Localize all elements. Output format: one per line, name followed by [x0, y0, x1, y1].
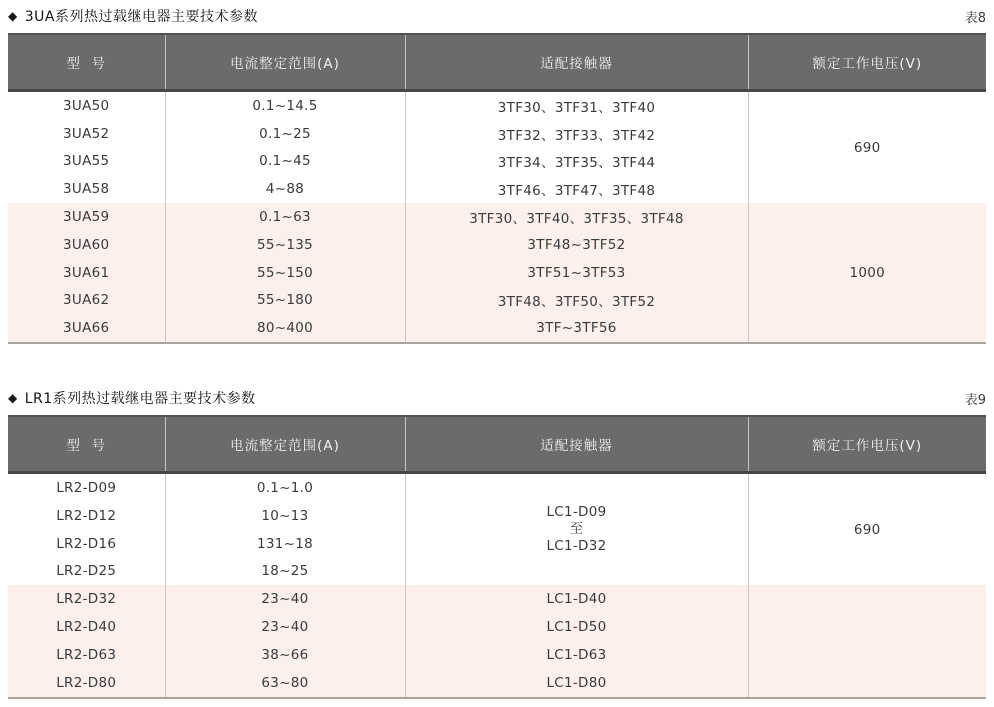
- column-header: 额定工作电压(V): [748, 416, 986, 473]
- section-lr1: [8, 388, 986, 698]
- current-range-cell: 0.1~1.0: [165, 473, 405, 502]
- current-range-cell: 23~40: [165, 613, 405, 641]
- voltage-cell: 690: [748, 91, 986, 204]
- contactor-cell: 3TF30、3TF31、3TF40: [405, 91, 748, 120]
- voltage-cell: 690: [748, 473, 986, 586]
- section-3ua: [8, 6, 986, 344]
- model-cell: LR2-D12: [8, 502, 165, 530]
- diamond-icon: ◆: [8, 391, 18, 406]
- contactor-cell: LC1-D50: [405, 613, 748, 641]
- contactor-cell: LC1-D40: [405, 585, 748, 613]
- voltage-cell: [748, 585, 986, 697]
- section-title-row: [8, 388, 986, 408]
- current-range-cell: 10~13: [165, 502, 405, 530]
- contactor-cell: 3TF30、3TF40、3TF35、3TF48: [405, 203, 748, 231]
- model-cell: LR2-D40: [8, 613, 165, 641]
- model-cell: LR2-D80: [8, 669, 165, 698]
- current-range-cell: 0.1~63: [165, 203, 405, 231]
- model-cell: LR2-D25: [8, 558, 165, 586]
- column-header: 额定工作电压(V): [748, 34, 986, 91]
- current-range-cell: 131~18: [165, 530, 405, 558]
- current-range-cell: 0.1~25: [165, 120, 405, 148]
- contactor-cell: 3TF48~3TF52: [405, 231, 748, 259]
- current-range-cell: 55~150: [165, 259, 405, 287]
- column-header: 适配接触器: [405, 34, 748, 91]
- current-range-cell: 0.1~14.5: [165, 91, 405, 120]
- table-row: [8, 203, 986, 231]
- section-title-row: [8, 6, 986, 26]
- header-row: [8, 34, 986, 91]
- model-cell: 3UA61: [8, 259, 165, 287]
- section-title-text: LR1系列热过载继电器主要技术参数: [24, 391, 256, 408]
- contactor-cell: 3TF~3TF56: [405, 314, 748, 343]
- contactor-cell: 3TF34、3TF35、3TF44: [405, 148, 748, 176]
- contactor-cell: 3TF48、3TF50、3TF52: [405, 287, 748, 315]
- model-cell: 3UA66: [8, 314, 165, 343]
- section-title: [8, 388, 256, 408]
- table-number-label: 表9: [964, 393, 986, 409]
- section-title: [8, 6, 258, 26]
- spec-table-3ua: [8, 33, 986, 344]
- current-range-cell: 55~180: [165, 287, 405, 315]
- table-row: [8, 91, 986, 120]
- current-range-cell: 63~80: [165, 669, 405, 698]
- current-range-cell: 55~135: [165, 231, 405, 259]
- column-header: 电流整定范围(A): [165, 416, 405, 473]
- contactor-cell: 3TF32、3TF33、3TF42: [405, 120, 748, 148]
- contactor-cell: LC1-D63: [405, 641, 748, 669]
- model-cell: LR2-D32: [8, 585, 165, 613]
- current-range-cell: 0.1~45: [165, 148, 405, 176]
- diamond-icon: ◆: [8, 9, 18, 23]
- model-cell: LR2-D16: [8, 530, 165, 558]
- table-row: [8, 585, 986, 613]
- model-cell: LR2-D63: [8, 641, 165, 669]
- column-header: 型 号: [8, 416, 165, 473]
- model-cell: 3UA60: [8, 231, 165, 259]
- section-title-text: 3UA系列热过载继电器主要技术参数: [24, 9, 258, 25]
- contactor-merged-cell: LC1-D09 至 LC1-D32: [405, 473, 748, 586]
- model-cell: 3UA62: [8, 287, 165, 315]
- table-number-label: 表8: [964, 11, 986, 26]
- spec-table-lr1: [8, 415, 986, 698]
- table-row: [8, 473, 986, 502]
- contactor-cell: 3TF46、3TF47、3TF48: [405, 175, 748, 203]
- column-header: 电流整定范围(A): [165, 34, 405, 91]
- current-range-cell: 4~88: [165, 175, 405, 203]
- voltage-cell: 1000: [748, 203, 986, 343]
- model-cell: 3UA50: [8, 91, 165, 120]
- contactor-cell: LC1-D80: [405, 669, 748, 698]
- current-range-cell: 23~40: [165, 585, 405, 613]
- header-row: [8, 416, 986, 473]
- model-cell: 3UA58: [8, 175, 165, 203]
- model-cell: LR2-D09: [8, 473, 165, 502]
- column-header: 型 号: [8, 34, 165, 91]
- model-cell: 3UA52: [8, 120, 165, 148]
- current-range-cell: 38~66: [165, 641, 405, 669]
- column-header: 适配接触器: [405, 416, 748, 473]
- contactor-cell: 3TF51~3TF53: [405, 259, 748, 287]
- model-cell: 3UA59: [8, 203, 165, 231]
- current-range-cell: 18~25: [165, 558, 405, 586]
- current-range-cell: 80~400: [165, 314, 405, 343]
- model-cell: 3UA55: [8, 148, 165, 176]
